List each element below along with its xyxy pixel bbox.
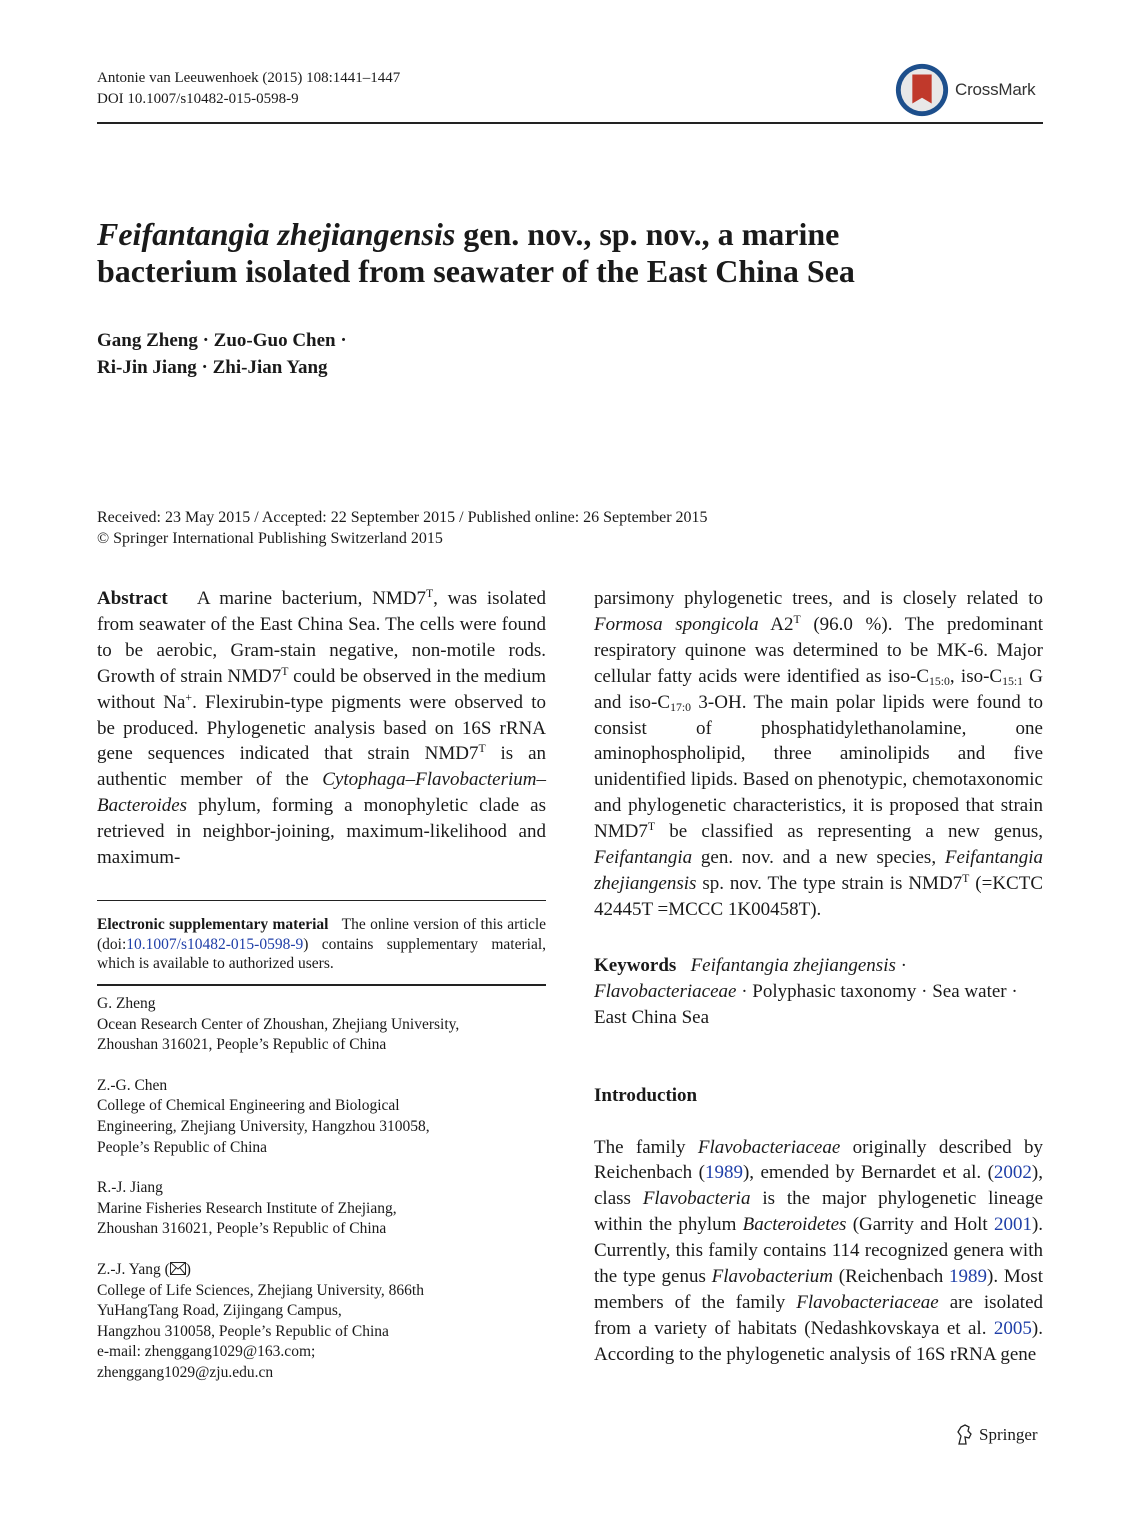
intro-text: ), class xyxy=(594,1162,1043,1210)
intro-text: ), emended by Bernardet et al. ( xyxy=(742,1162,994,1184)
esm-label: Electronic supplementary material xyxy=(97,916,329,933)
intro-text: are isolated from a variety of habitats (Nedashkovskaya et al. xyxy=(594,1291,1044,1339)
abstract-text: A marine bacterium, NMD7 xyxy=(196,588,426,609)
citation-link[interactable]: 2001 xyxy=(993,1214,1032,1236)
citation-link[interactable]: 1989 xyxy=(949,1266,988,1288)
affiliation-line: Ocean Research Center of Zhoushan, Zhejiang University, xyxy=(97,1015,460,1033)
abstract-text: is an authentic member of the xyxy=(97,743,547,791)
crossmark-icon xyxy=(893,61,951,119)
keyword: East China Sea xyxy=(594,1006,710,1028)
superscript: T xyxy=(962,871,970,885)
journal-citation: Antonie van Leeuwenhoek (2015) 108:1441–1447 xyxy=(97,70,401,86)
affiliation-line: College of Chemical Engineering and Biological xyxy=(97,1097,400,1115)
title-species: Feifantangia zhejiangensis xyxy=(97,216,456,252)
keyword-separator: · xyxy=(1006,980,1018,1002)
abstract-text: 3-OH. The main polar lipids were found to consist of phosphatidylethanolamine, one aminophospholipid, three aminolipids and five unidentified lipids. Based on phenotypic, chemotaxonomic and phylogenetic characteristics, it is proposed that strain NMD7 xyxy=(594,691,1044,843)
intro-text: ). According to the phylogenetic analysis of 16S rRNA gene xyxy=(594,1317,1043,1365)
abstract-text: , was isolated from seawater of the East China Sea. The cells were found to be aerobic, Gram-stain negative, non-motile rods. Growth of strain NMD7 xyxy=(97,588,546,687)
received-accepted: Received: 23 May 2015 / Accepted: 22 September 2015 / Published online: 26 September 2015 xyxy=(97,509,708,526)
keywords-label: Keywords xyxy=(594,954,677,976)
affiliation-email[interactable]: e-mail: zhenggang1029@163.com; xyxy=(97,1343,316,1361)
affiliation xyxy=(97,1260,546,1384)
intro-italic: Flavobacterium xyxy=(711,1266,833,1288)
springer-horse-icon xyxy=(955,1424,975,1446)
abstract-part1 xyxy=(97,586,546,871)
superscript: T xyxy=(478,742,486,756)
journal-header xyxy=(97,68,400,110)
keyword: Sea water xyxy=(932,980,1007,1002)
superscript: T xyxy=(425,586,434,600)
keyword-separator: · xyxy=(736,980,753,1002)
crossmark-badge[interactable] xyxy=(893,60,1043,120)
crossmark-label: CrossMark xyxy=(955,80,1036,99)
title-line2: bacterium isolated from seawater of the East China Sea xyxy=(97,253,855,289)
corresponding-author-end: ) xyxy=(185,1260,191,1278)
abstract-part2 xyxy=(594,586,1043,923)
affiliations xyxy=(97,994,546,1404)
intro-text: ). Currently, this family contains 114 recognized genera with the type genus xyxy=(594,1214,1044,1288)
article-title xyxy=(97,216,1043,290)
keyword: Flavobacteriaceae xyxy=(594,980,737,1002)
affiliation-line: YuHangTang Road, Zijingang Campus, xyxy=(97,1302,342,1320)
intro-italic: Flavobacteriaceae xyxy=(796,1291,939,1313)
abstract-text: phylum, forming a monophyletic clade as retrieved in neighbor-joining, maximum-likelihood and maximum- xyxy=(97,795,546,869)
affiliation xyxy=(97,1178,546,1240)
affiliation-author xyxy=(97,1260,546,1281)
citation-link[interactable]: 2002 xyxy=(993,1162,1032,1184)
corresponding-author: Z.-J. Yang ( xyxy=(97,1260,170,1278)
intro-text: originally described by Reichenbach ( xyxy=(594,1136,1043,1184)
abstract-text: (96.0 %). The predominant respiratory quinone was determined to be MK-6. Major cellular fatty acids were identified as iso-C xyxy=(594,613,1043,687)
affiliation xyxy=(97,994,546,1056)
abstract-italic: Cytophaga–Flavobacterium–Bacteroides xyxy=(97,769,546,817)
abstract-italic: Formosa spongicola xyxy=(594,613,759,635)
affiliation-author: R.-J. Jiang xyxy=(97,1179,163,1197)
citation-link[interactable]: 1989 xyxy=(704,1162,743,1184)
intro-italic: Flavobacteriaceae xyxy=(697,1136,841,1158)
abstract-text: gen. nov. and a new species, xyxy=(692,847,945,869)
abstract-text: parsimony phylogenetic trees, and is closely related to xyxy=(594,588,1043,609)
footnote-rule xyxy=(97,900,546,901)
superscript: T xyxy=(647,820,656,834)
abstract-text: could be observed in the medium without Na xyxy=(97,665,546,713)
affiliation-author: G. Zheng xyxy=(97,995,156,1012)
abstract-text: . Flexirubin-type pigments were observed to be produced. Phylogenetic analysis based on 16S rRNA gene sequences indicated that strain NMD7 xyxy=(97,691,546,765)
article-dates xyxy=(97,507,708,549)
affiliation-line: Hangzhou 310058, People’s Republic of China xyxy=(97,1322,389,1340)
affiliation-line: Zhoushan 316021, People’s Republic of China xyxy=(97,1220,387,1238)
affiliation-line: College of Life Sciences, Zhejiang University, 866th xyxy=(97,1281,424,1299)
intro-italic: Flavobacteria xyxy=(642,1188,751,1210)
doi-link[interactable]: 10.1007/s10482-015-0598-9 xyxy=(126,935,304,953)
subscript: 15:1 xyxy=(1002,674,1024,688)
intro-text: The family xyxy=(594,1136,698,1158)
affiliation-author: Z.-G. Chen xyxy=(97,1076,168,1094)
affiliation-rule xyxy=(97,984,546,986)
email-envelope-icon[interactable] xyxy=(170,1262,186,1275)
affiliation-line: People’s Republic of China xyxy=(97,1138,268,1156)
intro-text: is the major phylogenetic lineage within the phylum xyxy=(594,1188,1043,1236)
keyword-separator: · xyxy=(895,954,907,976)
affiliation-email[interactable]: zhenggang1029@zju.edu.cn xyxy=(97,1363,274,1381)
intro-italic: Bacteroidetes xyxy=(742,1214,847,1236)
keywords xyxy=(594,953,1043,1031)
publisher-name: Springer xyxy=(979,1425,1038,1444)
authors-line2: Ri-Jin Jiang · Zhi-Jian Yang xyxy=(97,357,328,378)
abstract-text: G and iso-C xyxy=(594,665,1043,713)
keyword-separator: · xyxy=(916,980,933,1002)
affiliation-line: Marine Fisheries Research Institute of Zhejiang, xyxy=(97,1199,397,1217)
header-rule xyxy=(97,122,1043,124)
intro-text: (Garrity and Holt xyxy=(846,1214,994,1236)
intro-text: (Reichenbach xyxy=(833,1266,950,1288)
introduction-paragraph xyxy=(594,1135,1043,1368)
doi-line: DOI 10.1007/s10482-015-0598-9 xyxy=(97,91,299,107)
abstract-text: (=KCTC 42445T =MCCC 1K00458T). xyxy=(594,872,1044,920)
superscript: T xyxy=(281,664,289,678)
abstract-label: Abstract xyxy=(97,588,168,609)
abstract-text: be classified as representing a new genus, xyxy=(655,821,1043,843)
authors-line1: Gang Zheng · Zuo-Guo Chen · xyxy=(97,330,347,351)
publisher-logo xyxy=(955,1424,1038,1446)
superscript: T xyxy=(793,612,801,626)
keyword: Feifantangia zhejiangensis xyxy=(690,954,896,976)
abstract-text: sp. nov. The type strain is NMD7 xyxy=(696,872,963,894)
subscript: 17:0 xyxy=(670,700,691,714)
right-column xyxy=(594,586,1043,1368)
abstract-text: , iso-C xyxy=(949,665,1003,687)
copyright: © Springer International Publishing Switzerland 2015 xyxy=(97,530,443,547)
citation-link[interactable]: 2005 xyxy=(993,1317,1032,1339)
abstract-italic: Feifantangia xyxy=(594,847,693,869)
subscript: 15:0 xyxy=(929,674,950,688)
intro-text: ). Most members of the family xyxy=(594,1266,1043,1313)
keyword: Polyphasic taxonomy xyxy=(752,980,917,1002)
affiliation-line: Zhoushan 316021, People’s Republic of China xyxy=(97,1036,387,1054)
supplementary-note xyxy=(97,915,546,974)
affiliation xyxy=(97,1076,546,1158)
esm-text: The online version of this article (doi: xyxy=(97,916,547,953)
esm-text: ) contains supplementary material, which is available to authorized users. xyxy=(97,935,546,972)
left-column xyxy=(97,586,546,871)
section-heading-introduction: Introduction xyxy=(594,1084,698,1106)
author-list xyxy=(97,327,347,381)
abstract-italic: Feifantangia zhejiangensis xyxy=(594,847,1043,894)
superscript: + xyxy=(185,690,193,704)
abstract-text: A2 xyxy=(758,613,794,635)
affiliation-line: Engineering, Zhejiang University, Hangzhou 310058, xyxy=(97,1117,430,1135)
title-rest: gen. nov., sp. nov., a marine xyxy=(455,216,840,252)
